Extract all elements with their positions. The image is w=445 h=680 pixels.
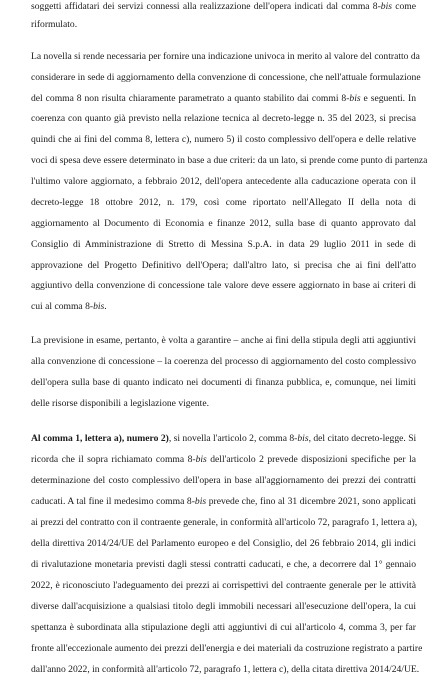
text-line (31, 108, 416, 129)
text-line (31, 575, 416, 596)
text-run: voci di spesa deve essere determinato in base a due criteri: da un lato, si prende come punto di partenza (31, 155, 428, 166)
text-line (31, 171, 416, 192)
text-line (31, 46, 420, 67)
text-line (31, 617, 416, 638)
text-line (31, 255, 416, 276)
text-run: quindi che ai fini del comma 8, lettera c), numero 5) il costo complessivo dell'opera e delle relative (31, 134, 416, 145)
italic-text: bis (194, 496, 207, 507)
text-line (31, 596, 416, 617)
text-run: prevede che, fino al 31 dicembre 2021, sono applicati (206, 496, 416, 507)
text-run: diverse dall'acquisizione a qualsiasi titolo degli immobili necessari all'esecuzione dell'opera, la cui (31, 601, 416, 612)
text-run: dell'opera sulla base di quanto indicato nei documenti di finanza pubblica, e, comunque, nei limiti (31, 377, 416, 388)
italic-text: bis (380, 1, 392, 12)
text-run: coerenza con quanto già previsto nella relazione tecnica al decreto-legge n. 35 del 2023, si precisa (31, 113, 416, 124)
text-run: La previsione in esame, pertanto, è volta a garantire – anche ai fini della stipula degli atti aggiuntivi (31, 335, 416, 346)
text-line (31, 275, 416, 296)
text-run: determinazione del costo complessivo dell'opera in base all'aggiornamento dei prezzi dei contratti (31, 475, 416, 486)
text-line (31, 393, 416, 414)
text-line (31, 491, 416, 512)
text-line (31, 449, 416, 470)
text-line (31, 512, 416, 533)
text-run: spettanza è subordinata alla stipulazione degli atti aggiuntivi di cui all'articolo 4, comma 3, per far (31, 622, 416, 633)
text-line (31, 638, 423, 659)
text-run: caducati. A tal fine il medesimo comma 8- (31, 496, 195, 507)
bold-text: Al comma 1, lettera a), numero 2) (31, 433, 169, 444)
text-run: riformulato. (31, 19, 78, 30)
text-run: dell'articolo 2 prevede disposizioni specifiche per la (206, 454, 417, 465)
text-line (31, 296, 416, 317)
text-run: soggetti affidatari dei servizi connessi alla realizzazione dell'opera indicati dal comma 8- (31, 1, 381, 12)
text-run: cui al comma 8- (31, 301, 94, 312)
text-line (31, 351, 416, 372)
text-line (31, 372, 416, 393)
text-run: dall'anno 2022, in conformità all'articolo 72, paragrafo 1, lettera c), della citata direttiva 2014/24/UE. (31, 664, 420, 675)
text-run: delle risorse disponibili a legislazione vigente. (31, 398, 209, 409)
text-line (31, 659, 420, 680)
text-run: 2022, è riconosciuto l'adeguamento dei prezzi ai corrispettivi del contraente generale per le attività (31, 580, 416, 591)
text-line (31, 234, 416, 255)
text-line (31, 428, 416, 449)
italic-text: bis (297, 433, 309, 444)
text-run: l'ultimo valore aggiornato, a febbraio 2012, dell'opera antecedente alla caducazione operata con il (31, 176, 416, 187)
text-line (31, 213, 416, 234)
text-run: aggiuntivo della convenzione di concessione tale valore deve essere aggiornato in base ai criteri di (31, 280, 416, 291)
text-line (31, 150, 428, 171)
text-run: . (104, 301, 107, 312)
italic-text: bis (349, 93, 361, 104)
text-run: aggiornamento al Documento di Economia e finanze 2012, sulla base di quanto approvato dal (31, 218, 416, 229)
italic-text: bis (195, 454, 207, 465)
text-line (31, 88, 416, 109)
text-run: , si novella l'articolo 2, comma 8- (168, 433, 298, 444)
text-line (31, 14, 416, 35)
text-run: considerare in sede di aggiornamento della convenzione di concessione, che nell'attuale formulazione (31, 72, 421, 83)
text-line (31, 554, 416, 575)
text-run: fronte all'eccezionale aumento dei prezzi dell'energia e dei materiali da costruzione registrato a partire (31, 643, 423, 654)
text-line (31, 533, 416, 554)
text-run: decreto-legge 18 ottobre 2012, n. 179, così come riportato nell'Allegato II della nota di (31, 197, 416, 208)
text-line (31, 470, 416, 491)
italic-text: bis (93, 301, 105, 312)
text-run: ai prezzi del contratto con il contraente generale, in conformità all'articolo 72, paragrafo 1, lettera a), (31, 517, 418, 528)
text-run: alla convenzione di concessione – la coerenza del processo di aggiornamento del costo complessivo (31, 356, 416, 367)
text-run: , del citato decreto-legge. Si (308, 433, 417, 444)
text-run: e seguenti. In (360, 93, 416, 104)
text-run: della direttiva 2014/24/UE del Parlamento europeo e del Consiglio, del 26 febbraio 2014, gli indici (31, 538, 416, 549)
text-run: La novella si rende necessaria per fornire una indicazione univoca in merito al valore del contratto da (31, 51, 420, 62)
text-run: del comma 8 non risulta chiaramente parametrato a quanto stabilito dai commi 8- (31, 93, 350, 104)
text-run: come (391, 1, 416, 12)
text-run: ricorda che il sopra richiamato comma 8- (31, 454, 196, 465)
text-line (31, 67, 421, 88)
text-run: Consiglio di Amministrazione di Stretto di Messina S.p.A. in data 29 luglio 2011 in sede di (31, 239, 416, 250)
text-line (31, 330, 416, 351)
text-line (31, 129, 416, 150)
text-line (31, 192, 416, 213)
text-run: di rivalutazione monetaria previsti dagli stessi contratti caducati, e che, a decorrere dal 1° gennaio (31, 559, 416, 570)
text-run: approvazione del Progetto Definitivo dell'Opera; dall'altro lato, si precisa che ai fini dell'atto (31, 260, 416, 271)
